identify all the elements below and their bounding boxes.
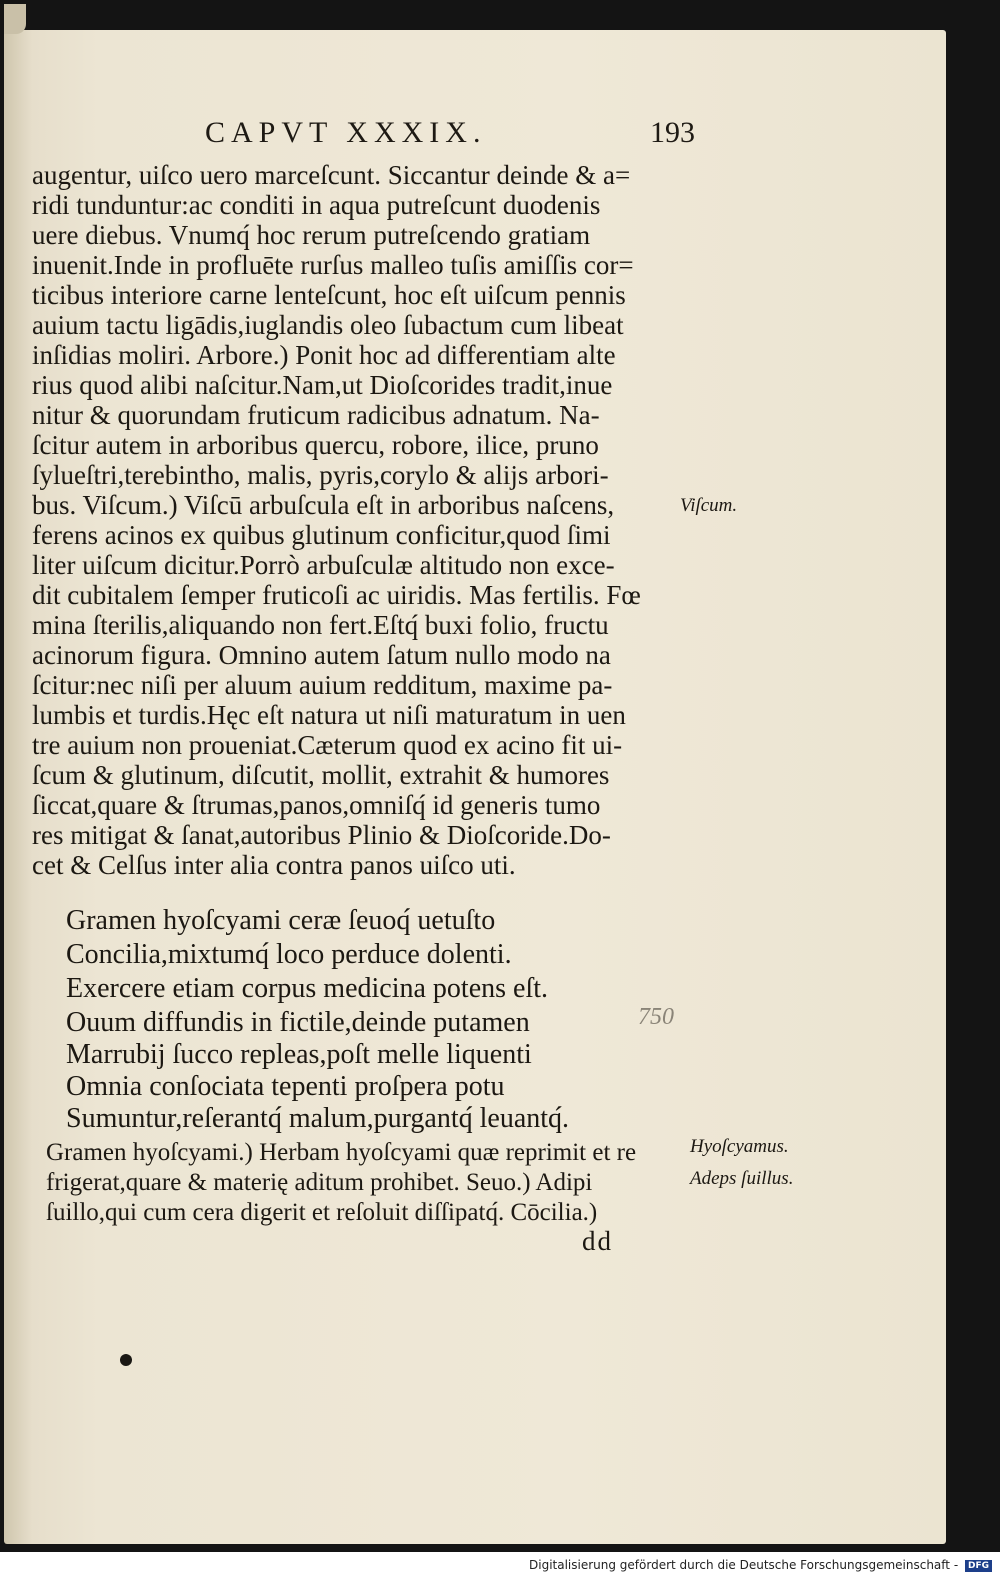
verse-line: Omnia conſociata tepenti proſpera potu [66, 1071, 505, 1102]
text-line: nitur & quorundam fruticum radicibus adnatum. Na- [32, 400, 600, 430]
text-line: augentur, uiſco uero marceſcunt. Siccantur deinde & a= [32, 160, 631, 190]
text-line: res mitigat & ſanat,autoribus Plinio & Dioſcoride.Do- [32, 820, 611, 850]
footer-text: Digitalisierung gefördert durch die Deutsche Forschungsgemeinschaft - [529, 1558, 959, 1572]
commentary-line: Gramen hyoſcyami.) Herbam hyoſcyami quæ reprimit et re [46, 1139, 637, 1166]
page-number: 193 [650, 116, 695, 149]
text-line: ridi tunduntur:ac conditi in aqua putreſcunt duodenis [32, 190, 601, 220]
text-line: auium tactu ligādis,iuglandis oleo ſubactum cum libeat [32, 310, 624, 340]
verse-line: Exercere etiam corpus medicina potens eſt. [66, 973, 549, 1004]
commentary-line: ſuillo,qui cum cera digerit et reſoluit diſſipatq́. Cōcilia.) [46, 1199, 598, 1226]
chapter-title: CAPVT XXXIX. [205, 116, 487, 149]
text-line: rius quod alibi naſcitur.Nam,ut Dioſcorides tradit,inue [32, 370, 613, 400]
verse-line: Concilia,mixtumq́ loco perduce dolenti. [66, 939, 512, 970]
verse-line: Gramen hyoſcyami ceræ ſeuoq́ uetuſto [66, 905, 496, 936]
verse-line: Sumuntur,reſerantq́ malum,purgantq́ leuantq́. [66, 1103, 570, 1134]
text-line: tre auium non proueniat.Cæterum quod ex acino fit ui- [32, 730, 623, 760]
text-line: ticibus interiore carne lenteſcunt, hoc eſt uiſcum pennis [32, 280, 626, 310]
signature-mark: dd [582, 1226, 613, 1256]
text-line: inſidias moliri. Arbore.) Ponit hoc ad differentiam alte [32, 340, 616, 370]
text-line: ſcitur autem in arboribus quercu, robore, ilice, pruno [32, 430, 599, 460]
verse-line: Marrubij ſucco repleas,poſt melle liquenti [66, 1039, 532, 1070]
digitization-footer [529, 1558, 992, 1572]
text-line: ſiccat,quare & ſtrumas,panos,omniſq́ id generis tumo [32, 790, 601, 820]
dfg-logo-icon: DFG [965, 1560, 992, 1572]
text-line: mina ſterilis,aliquando non fert.Eſtq́ buxi folio, fructu [32, 610, 609, 640]
text-line: liter uiſcum dicitur.Porrò arbuſculæ altitudo non exce- [32, 550, 615, 580]
handwritten-note: 750 [638, 1004, 674, 1030]
text-line: cet & Celſus inter alia contra panos uiſco uti. [32, 850, 516, 880]
text-line: lumbis et turdis.Hęc eſt natura ut niſi maturatum in uen [32, 700, 626, 730]
text-line: ſylueſtri,terebintho, malis, pyris,corylo & alijs arbori- [32, 460, 609, 490]
marginal-note-viscum: Viſcum. [680, 495, 738, 516]
marginal-note-adeps: Adeps ſuillus. [690, 1168, 794, 1189]
running-header [205, 116, 695, 150]
text-line: ſcum & glutinum, diſcutit, mollit, extrahit & humores [32, 760, 610, 790]
text-line: acinorum figura. Omnino autem ſatum nullo modo na [32, 640, 611, 670]
text-line: ſcitur:nec niſi per aluum auium redditum, maxime pa- [32, 670, 613, 700]
commentary-line: frigerat,quare & materię aditum prohibet. Seuo.) Adipi [46, 1169, 593, 1196]
ink-spot [120, 1354, 132, 1366]
text-line: dit cubitalem ſemper fruticoſi ac uiridis. Mas fertilis. Fœ [32, 580, 641, 610]
verse-line: Ouum diffundis in fictile,deinde putamen [66, 1007, 530, 1038]
text-line: inuenit.Inde in profluēte rurſus malleo tuſis amiſſis cor= [32, 250, 634, 280]
text-line: uere diebus. Vnumq́ hoc rerum putreſcendo gratiam [32, 220, 591, 250]
page-corner [4, 4, 26, 34]
marginal-note-hyoscyamus: Hyoſcyamus. [690, 1136, 789, 1157]
text-line: bus. Viſcum.) Viſcū arbuſcula eſt in arboribus naſcens, [32, 490, 615, 520]
text-line: ferens acinos ex quibus glutinum conficitur,quod ſimi [32, 520, 611, 550]
